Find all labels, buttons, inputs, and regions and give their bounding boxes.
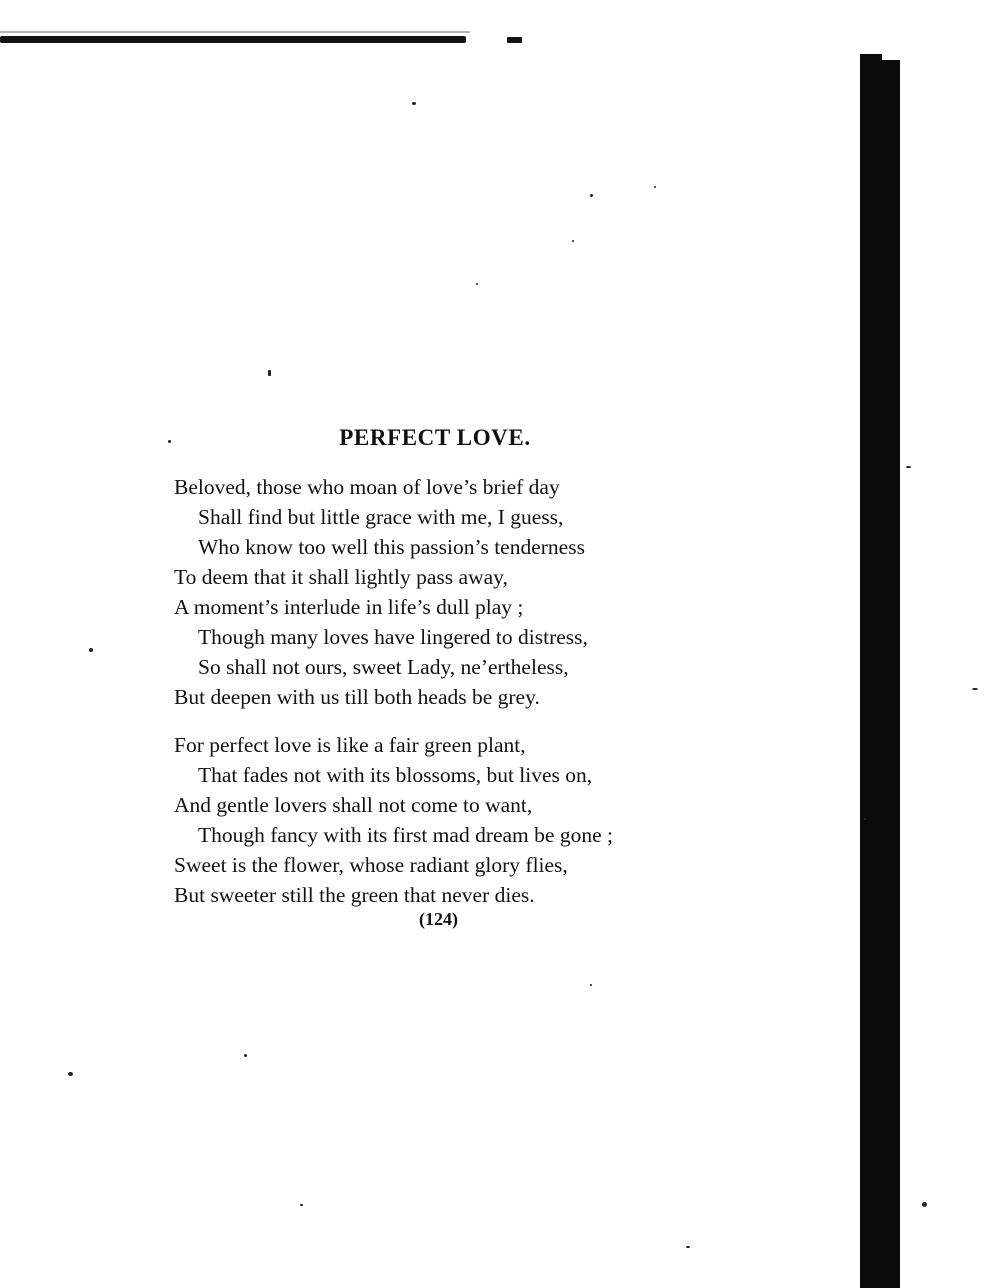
scan-speck [972,688,978,690]
poem-line: Though many loves have lingered to distress, [198,625,588,649]
poem-line: To deem that it shall lightly pass away, [174,565,508,589]
scan-speck [686,1246,690,1248]
poem-line: Though fancy with its first mad dream be gone ; [198,823,613,847]
poem-stanza [174,472,774,712]
scan-edge-thin-line [0,31,470,33]
scan-edge-right-bar [860,60,900,1288]
scan-speck [590,984,592,986]
poem-line: A moment’s interlude in life’s dull play ; [174,595,524,619]
scan-edge-top-bar [0,36,466,43]
poem-stanza [174,730,774,910]
poem-line: So shall not ours, sweet Lady, ne’ertheless, [198,655,569,679]
scan-speck [922,1202,927,1207]
scan-speck [68,1072,73,1076]
poem-line: Sweet is the flower, whose radiant glory flies, [174,853,568,877]
scan-speck [244,1054,247,1057]
scan-speck [268,370,271,376]
poem-line: For perfect love is like a fair green plant, [174,733,526,757]
scan-speck [590,194,593,197]
poem-line: But sweeter still the green that never dies. [174,883,535,907]
scan-speck [412,102,416,105]
scan-speck [654,186,656,188]
scan-speck [476,283,478,285]
scan-speck [906,466,911,468]
scan-speck [572,240,574,242]
poem-line: Beloved, those who moan of love’s brief day [174,475,560,499]
poem-line: That fades not with its blossoms, but lives on, [198,763,593,787]
scan-speck [89,648,93,652]
scan-speck [300,1204,303,1206]
poem-body [174,472,774,910]
poem-title: PERFECT LOVE. [339,425,531,450]
poem-line: Who know too well this passion’s tenderness [198,535,585,559]
scan-speck [864,818,866,820]
page-number: (124) [419,909,458,929]
poem-line: And gentle lovers shall not come to want, [174,793,533,817]
poem-line: But deepen with us till both heads be grey. [174,685,540,709]
scan-fleck [507,37,522,43]
poem-line: Shall find but little grace with me, I guess, [198,505,564,529]
